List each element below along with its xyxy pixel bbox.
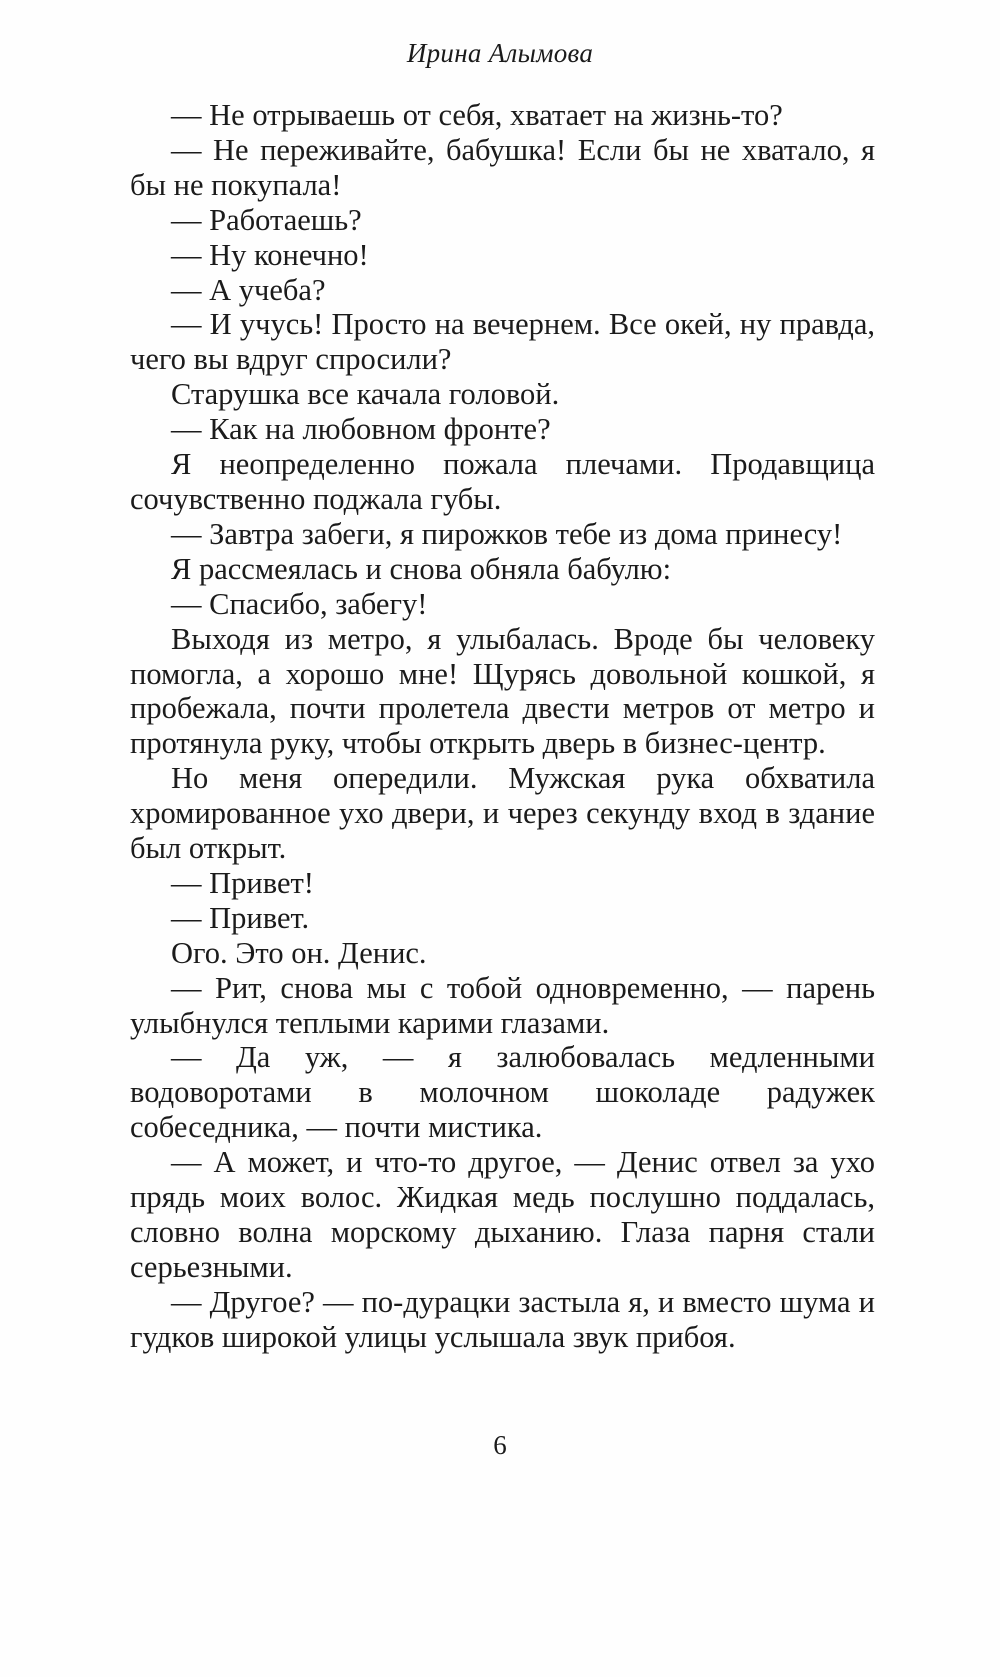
paragraph: — А учеба?	[171, 272, 326, 307]
paragraph: — Привет.	[171, 900, 310, 935]
paragraph: — Не переживайте, бабушка! Если бы не хватало, я бы не покупала!	[130, 132, 875, 202]
paragraph: — Рит, снова мы с тобой одновременно, — парень улыбнулся теплыми карими глазами.	[130, 970, 875, 1040]
paragraph: — Не отрываешь от себя, хватает на жизнь-то?	[171, 98, 783, 132]
paragraph: — Завтра забеги, я пирожков тебе из дома принесу!	[171, 516, 843, 551]
paragraph: — Другое? — по-дурацки застыла я, и вместо шума и гудков широкой улицы услышала звук прибоя.	[130, 1284, 875, 1354]
paragraph: — Привет!	[171, 865, 314, 900]
paragraph: Ого. Это он. Денис.	[171, 935, 427, 970]
paragraph: — Работаешь?	[171, 202, 362, 237]
paragraph: Но меня опередили. Мужская рука обхватила хромированное ухо двери, и через секунду вход в здание был открыт.	[130, 761, 875, 866]
paragraph: — Да уж, — я залюбовалась медленными водоворотами в молочном шоколаде радужек собеседника, — почти мистика.	[130, 1040, 875, 1145]
page-number: 6	[493, 1430, 507, 1460]
paragraph: — Спасибо, забегу!	[171, 586, 428, 621]
paragraph: — Ну конечно!	[171, 237, 369, 272]
paragraph: — И учусь! Просто на вечернем. Все окей, ну правда, чего вы вдруг спросили?	[130, 307, 875, 377]
paragraph: Я рассмеялась и снова обняла бабулю:	[171, 551, 672, 586]
body-text	[130, 98, 875, 1355]
running-header: Ирина Алымова	[406, 38, 594, 68]
paragraph: — Как на любовном фронте?	[171, 412, 551, 447]
paragraph: Я неопределенно пожала плечами. Продавщица сочувственно поджала губы.	[130, 447, 875, 516]
paragraph: Старушка все качала головой.	[171, 377, 560, 412]
paragraph: Выходя из метро, я улыбалась. Вроде бы человеку помогла, а хорошо мне! Щурясь довольной кошкой, я пробежала, почти пролетела двести метров от метро и протянула руку, чтобы открыть дверь в бизнес-центр.	[130, 621, 875, 761]
paragraph: — А может, и что-то другое, — Денис отвел за ухо прядь моих волос. Жидкая медь послушно поддалась, словно волна морскому дыханию. Глаза парня стали серьезными.	[130, 1145, 875, 1284]
